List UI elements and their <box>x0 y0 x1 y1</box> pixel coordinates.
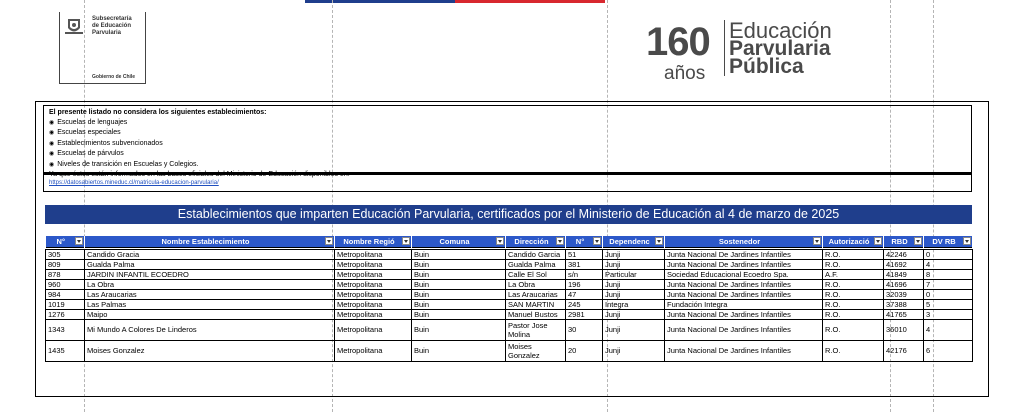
filter-dropdown-icon[interactable] <box>655 237 663 245</box>
table-cell: Las Araucarias <box>85 289 335 299</box>
filter-dropdown-icon[interactable] <box>813 237 821 245</box>
table-cell: Fundación Integra <box>665 299 823 309</box>
table-cell: Junta Nacional De Jardines Infantiles <box>665 289 823 299</box>
government-logo-footer: Gobierno de Chile <box>92 74 136 80</box>
flag-strip <box>305 0 605 3</box>
column-header[interactable]: N° <box>566 236 603 247</box>
column-header[interactable]: Dirección <box>506 236 566 247</box>
table-cell: Metropolitana <box>335 340 412 361</box>
filter-dropdown-icon[interactable] <box>402 237 410 245</box>
table-cell: Moises Gonzalez <box>85 340 335 361</box>
table-cell: 5 <box>924 299 973 309</box>
table-row <box>46 340 973 361</box>
table-cell: Junji <box>603 279 665 289</box>
coat-of-arms-icon <box>64 16 84 38</box>
table-cell: 809 <box>46 259 85 269</box>
logo-separator <box>724 20 725 76</box>
table-row <box>46 309 973 319</box>
notice-heading: El presente listado no considera los siguientes establecimientos: <box>49 109 267 116</box>
table-cell: R.O. <box>823 289 884 299</box>
table-row <box>46 249 973 259</box>
filter-dropdown-icon[interactable] <box>593 237 601 245</box>
table-cell: 41692 <box>884 259 924 269</box>
table-cell: Moises Gonzalez <box>506 340 566 361</box>
table-cell: R.O. <box>823 340 884 361</box>
table-cell: 51 <box>566 249 603 259</box>
table-cell: Buin <box>412 340 506 361</box>
notice-item: ◉ Niveles de transición en Escuelas y Colegios. <box>49 160 966 171</box>
table-cell: Gualda Palma <box>506 259 566 269</box>
table-cell: 0 <box>924 249 973 259</box>
logo-line: Subsecretaría <box>92 16 132 22</box>
table-cell: Buin <box>412 309 506 319</box>
table-cell: R.O. <box>823 259 884 269</box>
table-cell: Junji <box>603 259 665 269</box>
table-cell: 8 <box>924 269 973 279</box>
table-cell: Metropolitana <box>335 269 412 279</box>
table-cell: Junta Nacional De Jardines Infantiles <box>665 259 823 269</box>
filter-dropdown-icon[interactable] <box>75 237 83 245</box>
table-cell: Junta Nacional De Jardines Infantiles <box>665 279 823 289</box>
table-row <box>46 269 973 279</box>
table-cell: 1435 <box>46 340 85 361</box>
table-cell: La Obra <box>506 279 566 289</box>
table-cell: Sociedad Educacional Ecoedro Spa. <box>665 269 823 279</box>
table-cell: R.O. <box>823 309 884 319</box>
government-logo-text <box>92 16 144 37</box>
table-cell: 47 <box>566 289 603 299</box>
table-cell: Junji <box>603 340 665 361</box>
table-cell: 20 <box>566 340 603 361</box>
table-title-banner: Establecimientos que imparten Educación Parvularia, certificados por el Ministerio de Educación al 4 de marzo de 2025 <box>45 205 972 224</box>
table-cell: R.O. <box>823 319 884 340</box>
table-cell: 3 <box>924 309 973 319</box>
table-row <box>46 299 973 309</box>
table-row <box>46 319 973 340</box>
table-cell: Pastor Jose Molina <box>506 319 566 340</box>
table-cell: Metropolitana <box>335 319 412 340</box>
table-cell: La Obra <box>85 279 335 289</box>
column-header[interactable]: Dependenc <box>603 236 665 247</box>
table-cell: Calle El Sol <box>506 269 566 279</box>
table-row <box>46 289 973 299</box>
table-cell: Junji <box>603 249 665 259</box>
table-cell: 2981 <box>566 309 603 319</box>
table-cell: Junta Nacional De Jardines Infantiles <box>665 340 823 361</box>
table-cell: 7 <box>924 279 973 289</box>
table-cell: 878 <box>46 269 85 279</box>
table-cell: Buin <box>412 299 506 309</box>
table-cell: Metropolitana <box>335 299 412 309</box>
table-cell: 381 <box>566 259 603 269</box>
table-cell: R.O. <box>823 249 884 259</box>
table-cell: Junta Nacional De Jardines Infantiles <box>665 249 823 259</box>
table-cell: 196 <box>566 279 603 289</box>
table-cell: Maipo <box>85 309 335 319</box>
table-cell: 305 <box>46 249 85 259</box>
government-logo <box>59 12 146 84</box>
table-cell: Junji <box>603 289 665 299</box>
table-cell: Junji <box>603 319 665 340</box>
table-cell: 4 <box>924 259 973 269</box>
table-cell: 42246 <box>884 249 924 259</box>
column-header[interactable]: DV RB <box>924 236 973 247</box>
table-cell: 30 <box>566 319 603 340</box>
table-cell: 41765 <box>884 309 924 319</box>
table-cell: JARDIN INFANTIL ECOEDRO <box>85 269 335 279</box>
table-row <box>46 259 973 269</box>
table-cell: 960 <box>46 279 85 289</box>
education-160-logo <box>646 16 866 84</box>
logo-number: 160 <box>646 20 710 64</box>
table-cell: Metropolitana <box>335 259 412 269</box>
table-cell: Las Palmas <box>85 299 335 309</box>
table-cell: Buin <box>412 289 506 299</box>
column-header[interactable]: Nombre Regió <box>335 236 412 247</box>
column-header[interactable]: N° <box>46 236 85 247</box>
table-cell: 6 <box>924 340 973 361</box>
column-header[interactable]: RBD <box>884 236 924 247</box>
table-cell: Buin <box>412 319 506 340</box>
table-cell: 32039 <box>884 289 924 299</box>
table-cell: Manuel Bustos <box>506 309 566 319</box>
table-cell: Junta Nacional De Jardines Infantiles <box>665 309 823 319</box>
table-cell: Buin <box>412 249 506 259</box>
column-header[interactable]: Comuna <box>412 236 506 247</box>
table-cell: 245 <box>566 299 603 309</box>
table-cell: Metropolitana <box>335 249 412 259</box>
table-cell: 36010 <box>884 319 924 340</box>
table-cell: 41696 <box>884 279 924 289</box>
table-cell: 1019 <box>46 299 85 309</box>
column-header[interactable]: Sostenedor <box>665 236 823 247</box>
flag-blue <box>305 0 455 3</box>
table-cell: 984 <box>46 289 85 299</box>
table-cell: Buin <box>412 279 506 289</box>
table-cell: 41849 <box>884 269 924 279</box>
table-cell: Candido Gracia <box>85 249 335 259</box>
table-cell: Mi Mundo A Colores De Linderos <box>85 319 335 340</box>
notice-box <box>43 105 972 178</box>
table-cell: Gualda Palma <box>85 259 335 269</box>
table-cell: A.F. <box>823 269 884 279</box>
notice-link-row <box>43 173 972 192</box>
table-cell: 1276 <box>46 309 85 319</box>
table-cell: Buin <box>412 259 506 269</box>
filter-dropdown-icon[interactable] <box>325 237 333 245</box>
table-row <box>46 279 973 289</box>
notice-item: ◉ Escuelas especiales <box>49 128 966 139</box>
table-cell: Las Araucarias <box>506 289 566 299</box>
table-cell: Metropolitana <box>335 309 412 319</box>
table-cell: Metropolitana <box>335 289 412 299</box>
table-cell: R.O. <box>823 299 884 309</box>
table-header-row <box>46 236 973 247</box>
logo-line-1: Educación <box>729 18 832 43</box>
table-cell: 4 <box>924 319 973 340</box>
column-header[interactable]: Nombre Establecimiento <box>85 236 335 247</box>
flag-red <box>455 0 605 3</box>
logo-line: de Educación <box>92 23 132 29</box>
logo-line: Parvularia <box>92 30 122 36</box>
table-cell: R.O. <box>823 279 884 289</box>
table-cell: 0 <box>924 289 973 299</box>
filter-dropdown-icon[interactable] <box>496 237 504 245</box>
table-cell: Particular <box>603 269 665 279</box>
filter-dropdown-icon[interactable] <box>963 237 971 245</box>
table-cell: Junji <box>603 309 665 319</box>
table-cell: 37388 <box>884 299 924 309</box>
notice-footer: Ya que éstos están informados en las bases oficiales del Ministerio de Educación disponibles en: <box>49 171 350 178</box>
notice-item: ◉ Escuelas de párvulos <box>49 149 966 160</box>
filter-dropdown-icon[interactable] <box>874 237 882 245</box>
logo-years: años <box>664 63 706 84</box>
column-header[interactable]: Autorizació <box>823 236 884 247</box>
filter-dropdown-icon[interactable] <box>556 237 564 245</box>
table-cell: Junta Nacional De Jardines Infantiles <box>665 319 823 340</box>
establishments-table <box>45 236 973 362</box>
logo-line-3: Pública <box>729 55 804 78</box>
logo-line-2: Parvularia <box>729 37 831 60</box>
notice-item: ◉ Establecimientos subvencionados <box>49 139 966 150</box>
table-cell: 1343 <box>46 319 85 340</box>
table-cell: 42176 <box>884 340 924 361</box>
table-cell: s/n <box>566 269 603 279</box>
table-cell: Buin <box>412 269 506 279</box>
dataset-link[interactable]: https://datosabiertos.mineduc.cl/matricula-educacion-parvularia/ <box>49 180 219 186</box>
notice-item: ◉ Escuelas de lenguajes <box>49 118 966 129</box>
table-cell: Candido Garcia <box>506 249 566 259</box>
table-cell: Integra <box>603 299 665 309</box>
filter-dropdown-icon[interactable] <box>914 237 922 245</box>
table-cell: SAN MARTIN <box>506 299 566 309</box>
table-cell: Metropolitana <box>335 279 412 289</box>
